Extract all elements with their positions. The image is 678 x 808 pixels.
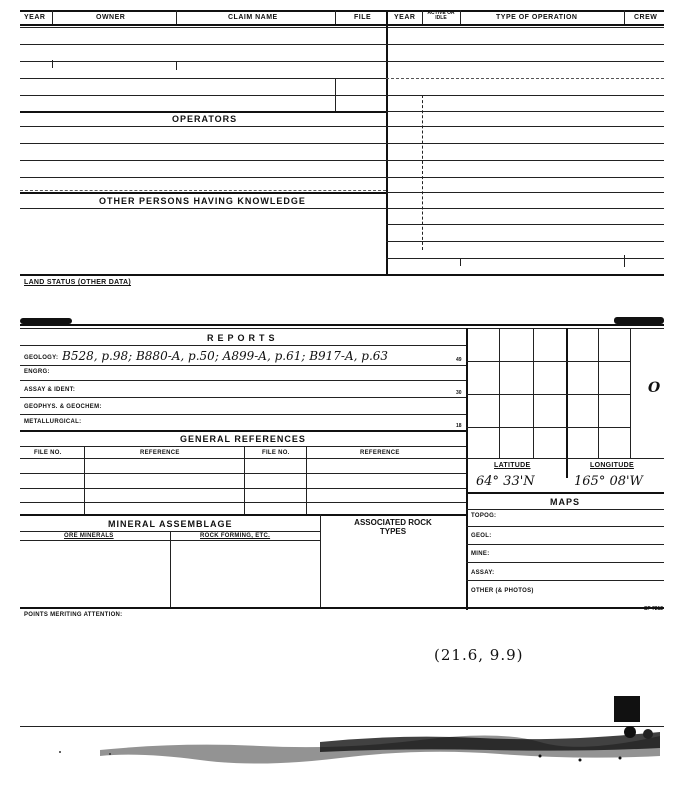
col-type-of-operation-header: TYPE OF OPERATION (496, 14, 578, 21)
geophys-label: GEOPHYS. & GEOCHEM: (24, 404, 102, 410)
latitude-value: 64° 33'N (476, 474, 535, 489)
side-number: 18 (456, 423, 462, 429)
points-meriting-label: POINTS MERITING ATTENTION: (24, 612, 123, 618)
longitude-value: 165° 08'W (574, 474, 643, 489)
general-references-title: GENERAL REFERENCES (180, 434, 306, 444)
geology-label: GEOLOGY: (24, 355, 59, 361)
mineral-assemblage-title: MINERAL ASSEMBLAGE (108, 519, 233, 529)
grid-mark: O (648, 380, 661, 396)
form-number: SP 7212 (644, 606, 664, 612)
assay-ident-label: ASSAY & IDENT: (24, 387, 76, 393)
col-year-header: YEAR (24, 14, 46, 21)
maps-mine: MINE: (471, 551, 490, 557)
other-persons-title: OTHER PERSONS HAVING KNOWLEDGE (99, 196, 306, 206)
col-claim-name-header: CLAIM NAME (228, 14, 278, 21)
maps-geol: GEOL: (471, 533, 492, 539)
land-status-label: LAND STATUS (OTHER DATA) (24, 279, 132, 286)
divider (176, 10, 177, 24)
metallurgical-label: METALLURGICAL: (24, 419, 82, 425)
scan-noise-band (20, 722, 664, 772)
divider (422, 10, 423, 24)
col-file-header: FILE (354, 14, 372, 21)
black-registration-square (614, 696, 640, 722)
engrg-label: ENGRG: (24, 369, 50, 375)
ref-reference-2: REFERENCE (360, 450, 400, 456)
col-active-idle-header: ACTIVE OR IDLE (427, 10, 455, 21)
reports-title: REPORTS (207, 333, 279, 343)
col-crew-header: CREW (634, 14, 658, 21)
divider (335, 10, 336, 24)
operators-title: OPERATORS (172, 114, 238, 124)
col-year2-header: YEAR (394, 14, 416, 21)
marker-blot (614, 317, 664, 324)
ref-file-no-2: FILE NO. (262, 450, 290, 456)
divider (460, 10, 461, 24)
col-owner-header: OWNER (96, 14, 126, 21)
maps-title: MAPS (550, 497, 581, 507)
maps-other: OTHER (& PHOTOS) (471, 588, 534, 594)
ref-file-no-1: FILE NO. (34, 450, 62, 456)
divider (624, 10, 625, 24)
geology-value: B528, p.98; B880-A, p.50; A899-A, p.61; B917-A, p.63 (62, 349, 389, 363)
side-number: 30 (456, 390, 462, 396)
side-number: 49 (456, 357, 462, 363)
ref-reference-1: REFERENCE (140, 450, 180, 456)
divider (52, 10, 53, 24)
associated-rock-types: ASSOCIATED ROCK TYPES (354, 518, 432, 536)
longitude-label: LONGITUDE (590, 462, 634, 469)
latitude-label: LATITUDE (494, 462, 531, 469)
maps-assay: ASSAY: (471, 570, 495, 576)
ore-minerals-label: ORE MINERALS (64, 533, 114, 539)
rock-forming-label: ROCK FORMING, ETC. (200, 533, 271, 539)
maps-topog: TOPOG: (471, 513, 497, 519)
handwritten-coordinates: (21.6, 9.9) (434, 646, 524, 664)
